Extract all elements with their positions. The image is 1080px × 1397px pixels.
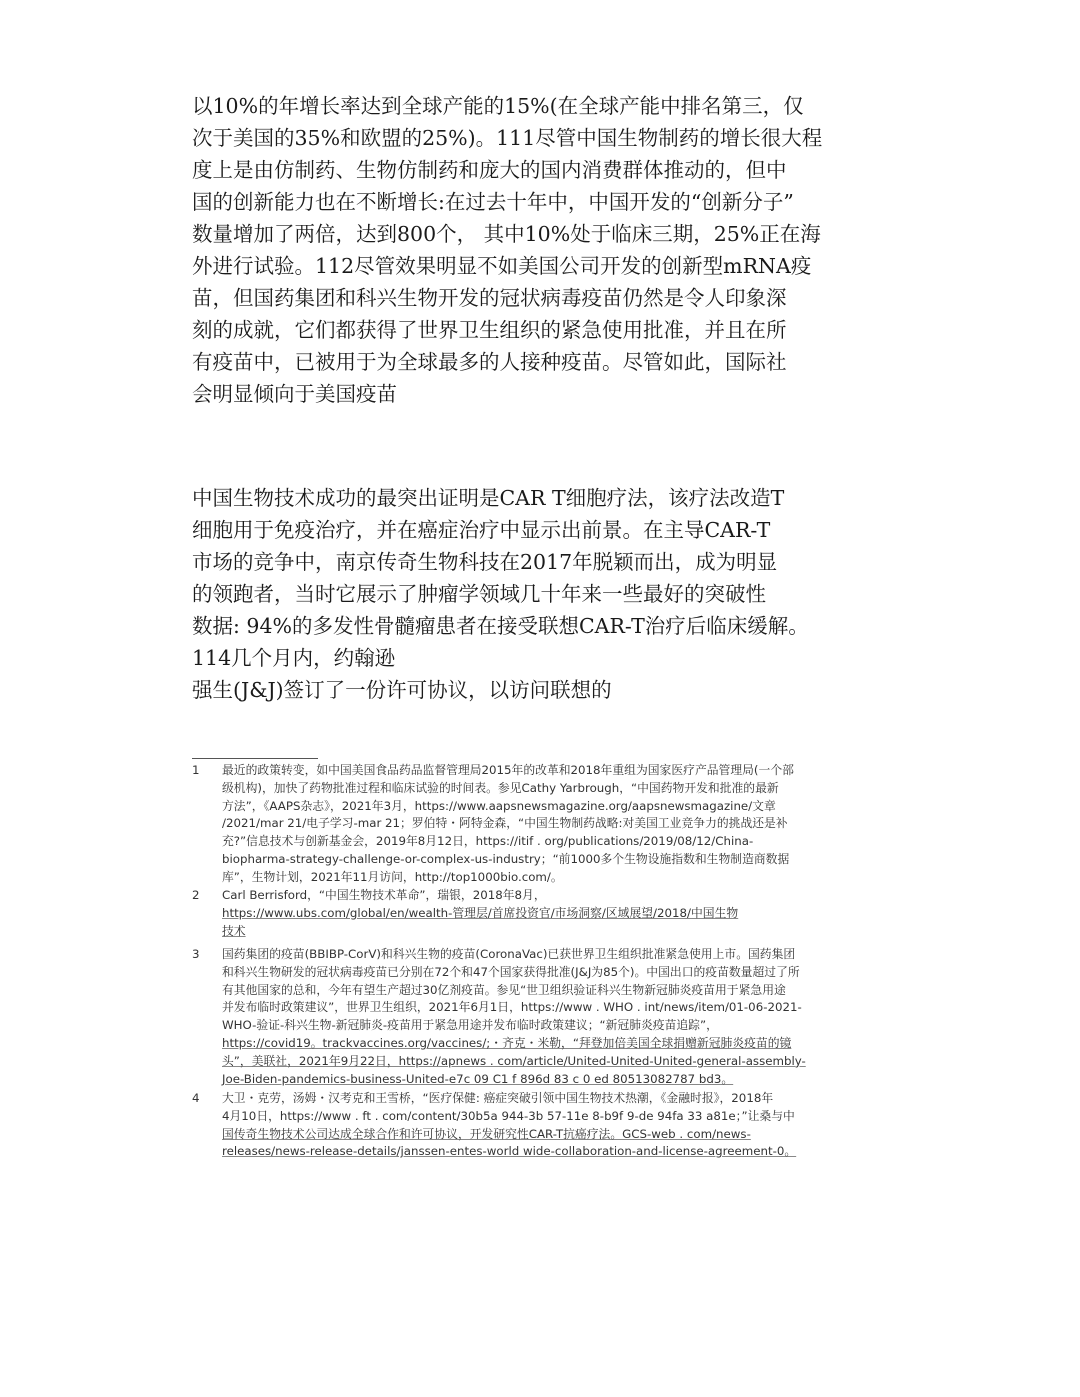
text-line: 有疫苗中，已被用于为全球最多的人接种疫苗。尽管如此，国际社 [192,350,787,374]
footnote-number: 3 [192,947,200,961]
text-line: 市场的竞争中，南京传奇生物科技在2017年脱颖而出，成为明显 [192,550,778,574]
footnote-body [222,887,832,940]
footnote-body [222,762,832,887]
footnote-line: 4月10日，https://www . ft . com/content/30b5a 944-3b 57-11e 8-b9f 9-de 94fa 33 a81e；”让桑与中 [222,1108,795,1123]
footnote-link-line[interactable]: https://covid19。trackvaccines.org/vaccines/;・齐克・米勒，“拜登加倍美国全球捐赠新冠肺炎疫苗的镜 [222,1035,792,1050]
footnote-line: Carl Berrisford，“中国生物技术革命”，瑞银，2018年8月， [222,888,546,902]
footnote-number: 1 [192,763,200,777]
text-line: 的领跑者，当时它展示了肿瘤学领域几十年来一些最好的突破性 [192,582,766,606]
text-line: 度上是由仿制药、生物仿制药和庞大的国内消费群体推动的，但中 [192,158,787,182]
text-line: 数量增加了两倍，达到800个， 其中10%处于临床三期，25%正在海 [192,222,821,246]
text-line: 细胞用于免疫治疗，并在癌症治疗中显示出前景。在主导CAR-T [192,518,771,542]
text-line: 中国生物技术成功的最突出证明是CAR T细胞疗法，该疗法改造T [192,486,785,510]
footnote-link-line[interactable]: Joe-Biden-pandemics-business-United-e7c 09 C1 f 896d 83 c 0 ed 80513082787 bd3。 [222,1071,734,1086]
text-line: 数据: 94%的多发性骨髓瘤患者在接受联想CAR-T治疗后临床缓解。 [192,614,809,638]
footnote-line: 级机构)，加快了药物批准过程和临床试验的时间表。参见Cathy Yarbrough，“中国药物开发和批准的最新 [222,780,779,795]
footnote-body [222,1090,832,1161]
footnote-line: 和科兴生物研发的冠状病毒疫苗已分别在72个和47个国家获得批准(J&J为85个)。中国出口的疫苗数量超过了所 [222,964,800,979]
footnote-separator [192,758,318,759]
text-line: 国的创新能力也在不断增长:在过去十年中，中国开发的“创新分子” [192,190,794,214]
text-line: 苗，但国药集团和科兴生物开发的冠状病毒疫苗仍然是令人印象深 [192,286,787,310]
text-line: 会明显倾向于美国疫苗 [192,382,397,406]
footnote-body [222,946,832,1088]
body-paragraph-1 [192,90,852,410]
footnote-line: /2021/mar 21/电子学习-mar 21；罗伯特・阿特金森，“中国生物制药战略:对美国工业竞争力的挑战还是补 [222,816,788,831]
text-line: 强生(J&J)签订了一份许可协议，以访问联想的 [192,678,612,702]
footnote-line: 大卫・克劳，汤姆・汉考克和王雪桥，“医疗保健: 癌症突破引领中国生物技术热潮，《金融时报》，2018年 [222,1091,774,1105]
footnote-link-line[interactable]: 头”，美联社，2021年9月22日，https://apnews . com/article/United-United-United-general-assembly- [222,1053,806,1068]
footnote-link-line[interactable]: 国传奇生物技术公司达成全球合作和许可协议，开发研究性CAR-T抗癌疗法。GCS-web . com/news- [222,1126,751,1141]
footnote-link-line[interactable]: https://www.ubs.com/global/en/wealth-管理层/首席投资官/市场洞察/区域展望/2018/中国生物 [222,905,739,920]
text-line: 次于美国的35%和欧盟的25%)。111尽管中国生物制药的增长很大程 [192,126,823,150]
text-line: 外进行试验。112尽管效果明显不如美国公司开发的创新型mRNA疫 [192,254,812,278]
footnote-link-line[interactable]: releases/news-release-details/janssen-entes-world wide-collaboration-and-license-agreement-0。 [222,1144,797,1159]
footnote-line: 最近的政策转变，如中国美国食品药品监督管理局2015年的改革和2018年重组为国家医疗产品管理局(一个部 [222,763,794,777]
text-line: 114几个月内，约翰逊 [192,646,396,670]
footnote-line: 方法”，《AAPS杂志》，2021年3月，https://www.aapsnewsmagazine.org/aapsnewsmagazine/文章 [222,798,776,813]
text-line: 以10%的年增长率达到全球产能的15%(在全球产能中排名第三，仅 [192,94,804,118]
footnote-line: 国药集团的疫苗(BBIBP-CorV)和科兴生物的疫苗(CoronaVac)已获世界卫生组织批准紧急使用上市。国药集团 [222,947,796,961]
footnote-line: 充?”信息技术与创新基金会，2019年8月12日，https://itif . org/publications/2019/08/12/China- [222,834,754,849]
footnote-line: WHO-验证-科兴生物-新冠肺炎-疫苗用于紧急用途并发布临时政策建议；“新冠肺炎疫苗追踪”， [222,1018,718,1033]
footnote-number: 2 [192,888,200,902]
footnote-link-line[interactable]: 技术 [222,923,246,938]
footnote-number: 4 [192,1091,200,1105]
footnote-line: 库”，生物计划，2021年11月访问，http://top1000bio.com/。 [222,869,563,884]
footnote-line: 并发布临时政策建议”，世界卫生组织，2021年6月1日，https://www . WHO . int/news/item/01-06-2021- [222,1000,802,1015]
text-line: 刻的成就，它们都获得了世界卫生组织的紧急使用批准，并且在所 [192,318,787,342]
body-paragraph-2 [192,482,852,706]
footnote-line: 有其他国家的总和，今年有望生产超过30亿剂疫苗。参见“世卫组织验证科兴生物新冠肺炎疫苗用于紧急用途 [222,982,786,997]
footnote-line: biopharma-strategy-challenge-or-complex-us-industry；“前1000多个生物设施指数和生物制造商数据 [222,851,790,866]
